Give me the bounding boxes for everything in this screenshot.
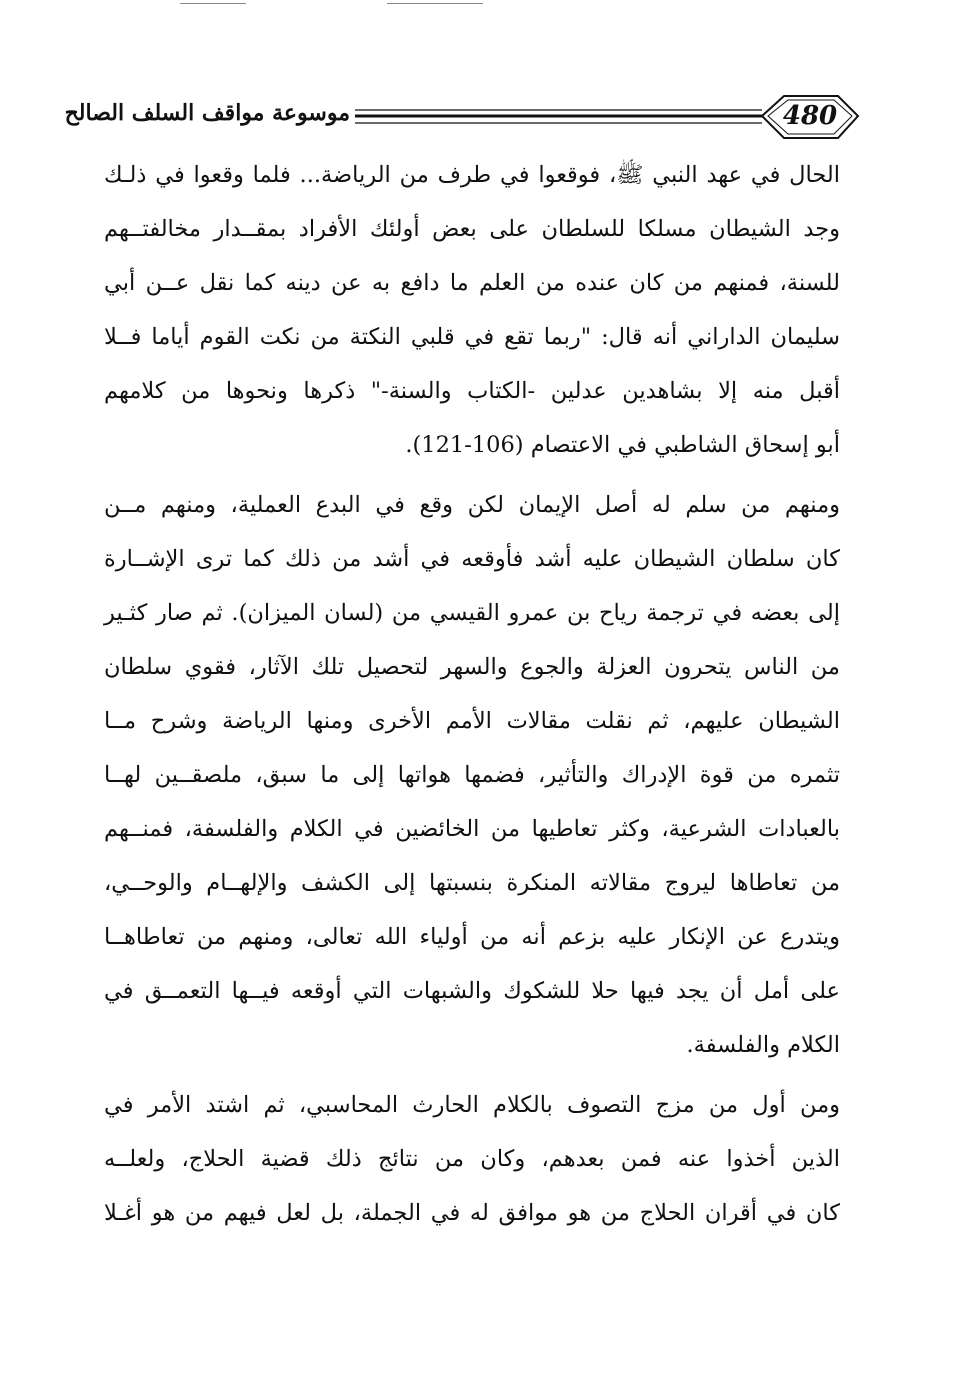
page-header xyxy=(64,86,860,146)
text-line: أقبل منه إلا بشاهدين عدلين -الكتاب والسنة-" ذكرها ونحوها من كلامهم xyxy=(104,378,840,404)
text-line: ويتدرع عن الإنكار عليه بزعم أنه من أولياء الله تعالى، ومنهم من تعاطاهــا xyxy=(104,924,840,950)
paragraph-2 xyxy=(104,478,840,1072)
text-line: من تعاطاها ليروج مقالاته المنكرة بنسبتها إلى الكشف والإلهــام والوحــي، xyxy=(104,870,840,896)
text-line: بالعبادات الشرعية، وكثر تعاطيها من الخائضين في الكلام والفلسفة، فمنــهم xyxy=(104,816,840,842)
text-line: ومن أول من مزج التصوف بالكلام الحارث المحاسبي، ثم اشتد الأمر في xyxy=(104,1092,840,1118)
text-line: إلى بعضه في ترجمة رياح بن عمرو القيسي من (لسان الميزان). ثم صار كثـير xyxy=(104,600,840,626)
text-line: أبو إسحاق الشاطبي في الاعتصام (106-121). xyxy=(405,432,840,458)
page-number: 480 xyxy=(782,101,838,131)
text-line: وجد الشيطان مسلكا للسلطان على بعض أولئك الأفراد بمقــدار مخالفتــهم xyxy=(104,216,840,242)
top-margin-marks xyxy=(0,0,970,10)
text-line: الحال في عهد النبي ﷺ، فوقعوا في طرف من الرياضة... فلما وقعوا في ذلـك xyxy=(104,162,840,188)
text-line: تثمره من قوة الإدراك والتأثير، فضمها هواتها إلى ما سبق، ملصقــين لهــا xyxy=(104,762,840,788)
text-line: ومنهم من سلم له أصل الإيمان لكن وقع في البدع العملية، ومنهم مــن xyxy=(104,492,840,518)
paragraph-1 xyxy=(104,148,840,472)
text-line: على أمل أن يجد فيها حلا للشكوك والشبهات التي أوقعه فيــها التعمــق في xyxy=(104,978,840,1004)
text-line: من الناس يتحرون العزلة والجوع والسهر لتحصيل تلك الآثار، فقوي سلطان xyxy=(104,654,840,680)
text-line: كان سلطان الشيطان عليه أشد فأوقعه في أشد من ذلك كما ترى الإشــارة xyxy=(104,546,840,572)
text-line: الشيطان عليهم، ثم نقلت مقالات الأمم الأخرى ومنها الرياضة وشرح مــا xyxy=(104,708,840,734)
paragraph-3 xyxy=(104,1078,840,1240)
text-line: كان في أقران الحلاج من هو موافق له في الجملة، بل لعل فيهم من هو أغـلا xyxy=(104,1200,840,1226)
series-title: موسوعة مواقف السلف الصالح xyxy=(64,100,350,126)
text-line: الذين أخذوا عنه فمن بعدهم، وكان من نتائج ذلك قضية الحلاج، ولعلــه xyxy=(104,1146,840,1172)
text-line: الكلام والفلسفة. xyxy=(686,1032,840,1058)
page-body xyxy=(104,148,840,1240)
text-line: للسنة، فمنهم من كان عنده من العلم ما دافع به عن دينه كما نقل عــن أبي xyxy=(104,270,840,296)
text-line: سليمان الداراني أنه قال: "ربما تقع في قلبي النكتة من نكت القوم أياما فــلا xyxy=(104,324,840,350)
